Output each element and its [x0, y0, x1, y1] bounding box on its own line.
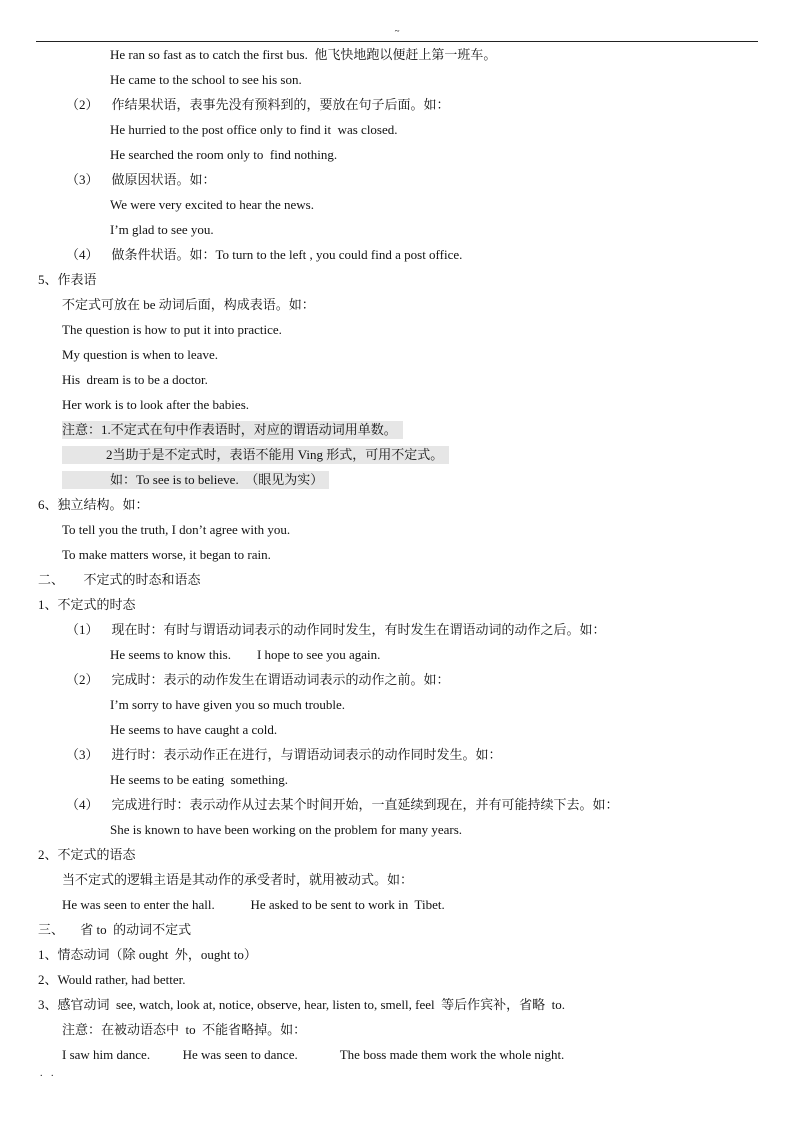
text-line: His dream is to be a doctor.: [62, 372, 208, 387]
text-line: To make matters worse, it began to rain.: [62, 547, 271, 562]
text-line: （4） 完成进行时：表示动作从过去某个时间开始，一直延续到现在，并有可能持续下去。如：: [66, 797, 619, 812]
text-line: （1） 现在时：有时与谓语动词表示的动作同时发生，有时发生在谓语动词的动作之后。如：: [66, 622, 606, 637]
text-line: He hurried to the post office only to find it was closed.: [110, 122, 398, 137]
footer-mark: . .: [40, 1068, 57, 1079]
text-line: 当不定式的逻辑主语是其动作的承受者时，就用被动式。如：: [62, 872, 414, 887]
text-line: （4） 做条件状语。如：To turn to the left , you could find a post office.: [66, 247, 463, 262]
section-heading: 6、独立结构。如：: [38, 497, 149, 512]
text-line: I’m sorry to have given you so much trouble.: [110, 697, 346, 712]
list-item: 2、Would rather, had better.: [38, 972, 186, 987]
header-mark: ~: [394, 26, 400, 36]
text-line: 不定式可放在 be 动词后面，构成表语。如：: [62, 297, 315, 312]
text-line: He was seen to enter the hall. He asked to be sent to work in Tibet.: [62, 897, 445, 912]
section-heading: 2、不定式的语态: [38, 847, 136, 862]
note-line-highlighted: 2当助于是不定式时，表语不能用 Ving 形式，可用不定式。: [62, 446, 449, 464]
list-item: 3、感官动词 see, watch, look at, notice, observe, hear, listen to, smell, feel 等后作宾补，省略 to.: [38, 997, 565, 1012]
text-line: （3） 做原因状语。如：: [66, 172, 216, 187]
section-heading: 三、 省 to 的动词不定式: [38, 922, 192, 937]
text-line: To tell you the truth, I don’t agree with you.: [62, 522, 291, 537]
text-line: （2） 完成时：表示的动作发生在谓语动词表示的动作之前。如：: [66, 672, 450, 687]
header-rule: [36, 41, 758, 42]
text-line: He ran so fast as to catch the first bus. 他飞快地跑以便赶上第一班车。: [110, 47, 497, 62]
text-line: He seems to know this. I hope to see you again.: [110, 647, 381, 662]
note-line-highlighted: 如：To see is to believe. （眼见为实）: [62, 471, 329, 489]
text-line: Her work is to look after the babies.: [62, 397, 250, 412]
text-line: My question is when to leave.: [62, 347, 218, 362]
section-heading: 5、作表语: [38, 272, 97, 287]
list-item: 1、情态动词（除 ought 外，ought to）: [38, 947, 257, 962]
text-line: She is known to have been working on the problem for many years.: [110, 822, 463, 837]
text-line: He seems to be eating something.: [110, 772, 288, 787]
text-line: （3） 进行时：表示动作正在进行，与谓语动词表示的动作同时发生。如：: [66, 747, 502, 762]
text-line: He seems to have caught a cold.: [110, 722, 278, 737]
text-line: （2） 作结果状语，表事先没有预料到的，要放在句子后面。如：: [66, 97, 450, 112]
section-heading: 二、 不定式的时态和语态: [38, 572, 201, 587]
note-line-highlighted: 注意：1.不定式在句中作表语时，对应的谓语动词用单数。: [62, 421, 403, 439]
text-line: The question is how to put it into practice.: [62, 322, 282, 337]
text-line: I’m glad to see you.: [110, 222, 214, 237]
text-line: He came to the school to see his son.: [110, 72, 302, 87]
text-line: I saw him dance. He was seen to dance. The boss made them work the whole night.: [62, 1047, 565, 1062]
text-line: We were very excited to hear the news.: [110, 197, 314, 212]
text-line: He searched the room only to find nothing.: [110, 147, 338, 162]
section-heading: 1、不定式的时态: [38, 597, 136, 612]
text-line: 注意：在被动语态中 to 不能省略掉。如：: [62, 1022, 307, 1037]
